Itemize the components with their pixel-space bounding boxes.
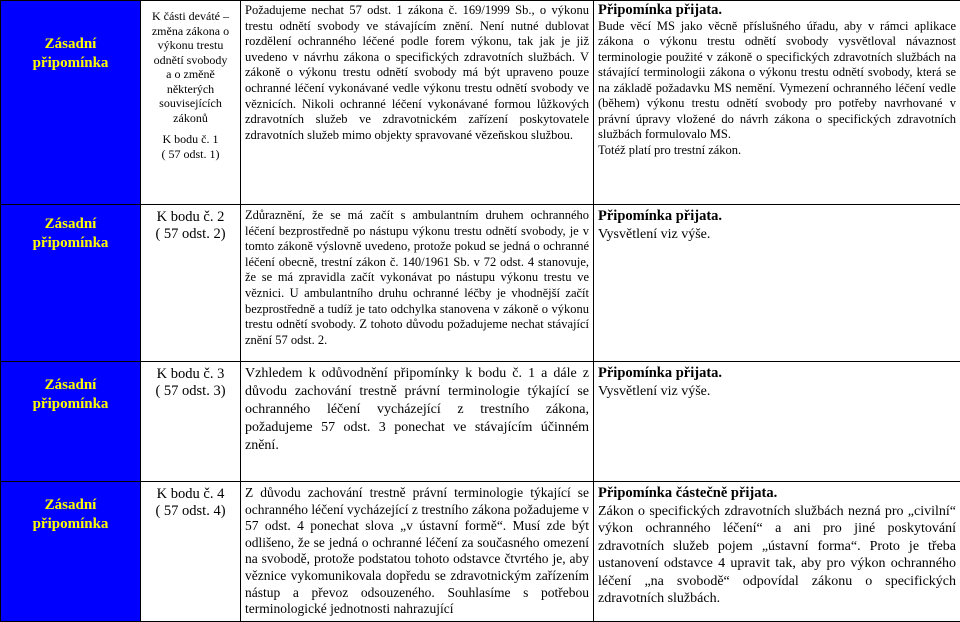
reference-line: K bodu č. 4 (145, 486, 236, 503)
table-row (1, 1, 960, 205)
comment-text: Zdůraznění, že se má začít s ambulantním druhem ochranného léčení bezprostředně po nástupu výkonu trestu odnětí svobody, je v tomto zákoně výslovně uvedeno, protože pokud se jedná o ochranné léčení obecně, trestní zákon č. 140/1961 Sb. v 72 odst. 4 stanovuje, že se má zpravidla začít vykonávat po nástupu výkonu trestu ve věznici. U ambulantního druhu ochranné léčby je vhodnější začít bezprostředně a tudíž je tato odchylka stanovena v zákoně o výkonu trestu odnětí svobody. Z tohoto důvodu požadujeme nechat stávající znění 57 odst. 2. (245, 208, 589, 348)
comment-text: Vzhledem k odůvodnění připomínky k bodu č. 1 a dále z důvodu zachování trestně právní terminologie týkající se ochranného léčení vycházející z trestního zákona, požadujeme 57 odst. 3 ponechat ve stávajícím účinném znění. (245, 365, 589, 455)
table-row (1, 362, 960, 482)
response-title: Připomínka částečně přijata. (598, 485, 956, 503)
comment-text-cell (241, 482, 594, 622)
comment-type: Zásadní připomínka (33, 36, 109, 71)
comment-type-cell (1, 362, 141, 482)
reference-line: K bodu č. 3 (145, 366, 236, 383)
comment-text-cell (241, 205, 594, 362)
comment-text-cell (241, 1, 594, 205)
table-row (1, 205, 960, 362)
reference-line: zákonů (145, 111, 236, 126)
reference-line: K bodu č. 1 (145, 132, 236, 147)
response-cell (594, 205, 960, 362)
reference-line: některých (145, 82, 236, 97)
response-title: Připomínka přijata. (598, 365, 956, 383)
response-title: Připomínka přijata. (598, 3, 956, 19)
reference-cell (141, 205, 241, 362)
response-title: Připomínka přijata. (598, 208, 956, 226)
reference-line: ( 57 odst. 4) (145, 503, 236, 520)
response-text: Bude věcí MS jako věcně příslušného úřadu, aby v rámci aplikace zákona o výkonu trestu odnětí svobody vysvětloval návaznost terminologie použité v zákoně o specifických zdravotních službách na stávající terminologii zákona o výkonu trestu odnětí svobody, která se na základě požadavku MS nemění. Vymezení ochranného léčení vedle (během) výkonu trestu odnětí svobody pro potřeby navrhované v právní úpravy vložené do návrh zákona o specifických zdravotních službách formulovalo MS. (598, 19, 956, 143)
reference-cell (141, 1, 241, 205)
response-extra: Totéž platí pro trestní zákon. (598, 143, 956, 159)
reference-line: a o změně (145, 67, 236, 82)
table-row (1, 482, 960, 622)
comment-type: Zásadní připomínka (33, 377, 109, 412)
comment-type: Zásadní připomínka (33, 497, 109, 532)
comment-text-cell (241, 362, 594, 482)
response-text: Vysvětlení viz výše. (598, 226, 956, 244)
response-cell (594, 482, 960, 622)
reference-line: K části deváté – (145, 9, 236, 24)
comment-text: Požadujeme nechat 57 odst. 1 zákona č. 169/1999 Sb., o výkonu trestu odnětí svobody ve stávajícím znění. Není nutné dublovat rozdělení ochranného léčené podle forem výkonu, tak jak je již uvedeno v návrhu zákona o specifických zdravotních službách. V zákoně o výkonu trestu odnětí svobody má být upraveno pouze ochranné léčení vykonávané vedle výkonu trestu odnětí svobody ve věznicích. Nikoli ochranné léčení vykonávané formou lůžkových zdravotních služeb ve zdravotnickém zařízení poskytovatele zdravotních služeb mimo objekty spravované vězeňskou službou. (245, 3, 589, 143)
comment-type: Zásadní připomínka (33, 216, 109, 251)
comment-type-cell (1, 205, 141, 362)
reference-line: odnětí svobody (145, 53, 236, 68)
reference-line: výkonu trestu (145, 38, 236, 53)
comment-type-cell (1, 482, 141, 622)
reference-line: změna zákona o (145, 24, 236, 39)
reference-line: ( 57 odst. 2) (145, 226, 236, 243)
comment-type-cell (1, 1, 141, 205)
response-cell (594, 1, 960, 205)
reference-line: K bodu č. 2 (145, 209, 236, 226)
reference-line: ( 57 odst. 1) (145, 147, 236, 162)
response-text: Vysvětlení viz výše. (598, 383, 956, 401)
reference-cell (141, 482, 241, 622)
reference-line: souvisejících (145, 96, 236, 111)
reference-cell (141, 362, 241, 482)
reference-line (145, 125, 236, 132)
reference-line: ( 57 odst. 3) (145, 383, 236, 400)
response-text: Zákon o specifických zdravotních službách nezná pro „civilní“ výkon ochranného léčení“ a ani pro jiné poskytování zdravotních služeb pojem „ústavní forma“. Proto je třeba ustanovení odstavce 4 upravit tak, aby pro výkon ochranného léčení „na svobodě“ odpovídal zákonu o specifických zdravotních službách. (598, 503, 956, 608)
comment-text: Z důvodu zachování trestně právní terminologie týkající se ochranného léčení vycházející z trestního zákona požadujeme v 57 odst. 4 ponechat slova „v ústavní formě“. Musí zde být odlišeno, že se jedná o ochranné léčení za současného omezení na svobodě, protože podstatou tohoto odstavce čtvrtého je, aby věznice vykomunikovala dopředu se zdravotnickým zařízením nástup a převoz odsouzeného. Souhlasíme s potřebou terminologické jednotnosti nahrazující (245, 485, 589, 618)
response-cell (594, 362, 960, 482)
